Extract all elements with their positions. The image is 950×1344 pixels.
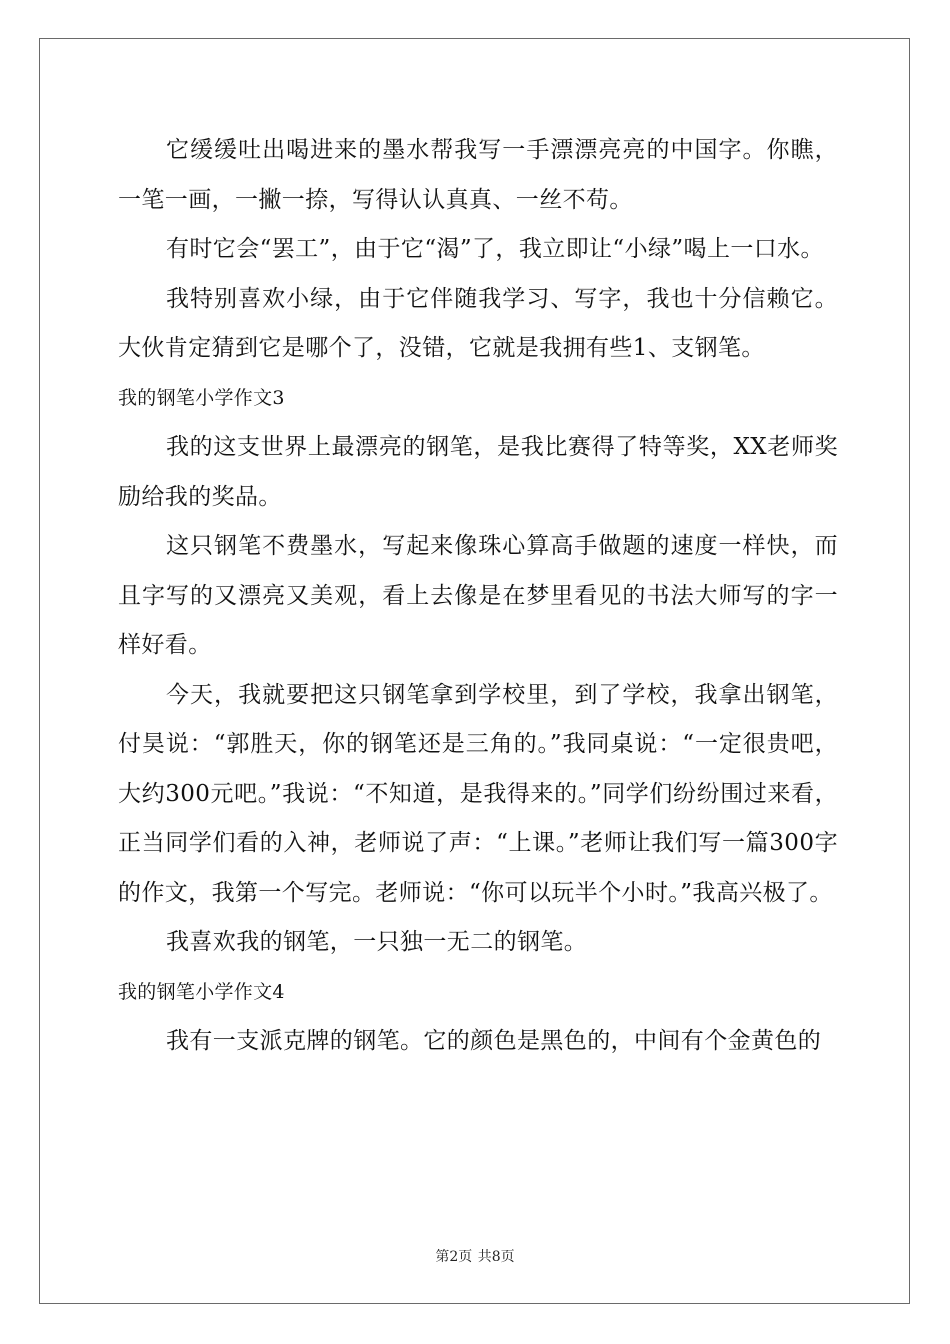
page-total: 共8页 [477,1249,515,1265]
paragraph: 我特别喜欢小绿，由于它伴随我学习、写字，我也十分信赖它。大伙肯定猜到它是哪个了，没错，它就是我拥有些1、支钢笔。 [118,285,838,361]
document-body [118,126,838,1067]
page-number: 第2页 [435,1249,473,1265]
paragraph: 我喜欢我的钢笔，一只独一无二的钢笔。 [166,929,588,955]
paragraph: 我有一支派克牌的钢笔。它的颜色是黑色的，中间有个金黄色的 [166,1028,822,1054]
paragraph: 这只钢笔不费墨水，写起来像珠心算高手做题的速度一样快，而且字写的又漂亮又美观，看上去像是在梦里看见的书法大师写的字一样好看。 [118,533,838,658]
section-heading: 我的钢笔小学作文4 [118,980,285,1003]
page-footer [0,1246,950,1266]
paragraph: 它缓缓吐出喝进来的墨水帮我写一手漂漂亮亮的中国字。你瞧，一笔一画，一撇一捺，写得认认真真、一丝不苟。 [118,137,838,213]
paragraph: 我的这支世界上最漂亮的钢笔，是我比赛得了特等奖，XX老师奖励给我的奖品。 [118,434,838,510]
paragraph: 今天，我就要把这只钢笔拿到学校里，到了学校，我拿出钢笔，付昊说：“郭胜天，你的钢笔还是三角的。”我同桌说：“一定很贵吧，大约300元吧。”我说：“不知道，是我得来的。”同学们纷纷围过来看，正当同学们看的入神，老师说了声：“上课。”老师让我们写一篇300字的作文，我第一个写完。老师说：“你可以玩半个小时。”我高兴极了。 [118,681,838,906]
section-heading: 我的钢笔小学作文3 [118,386,285,409]
paragraph: 有时它会“罢工”，由于它“渴”了，我立即让“小绿”喝上一口水。 [166,236,824,262]
